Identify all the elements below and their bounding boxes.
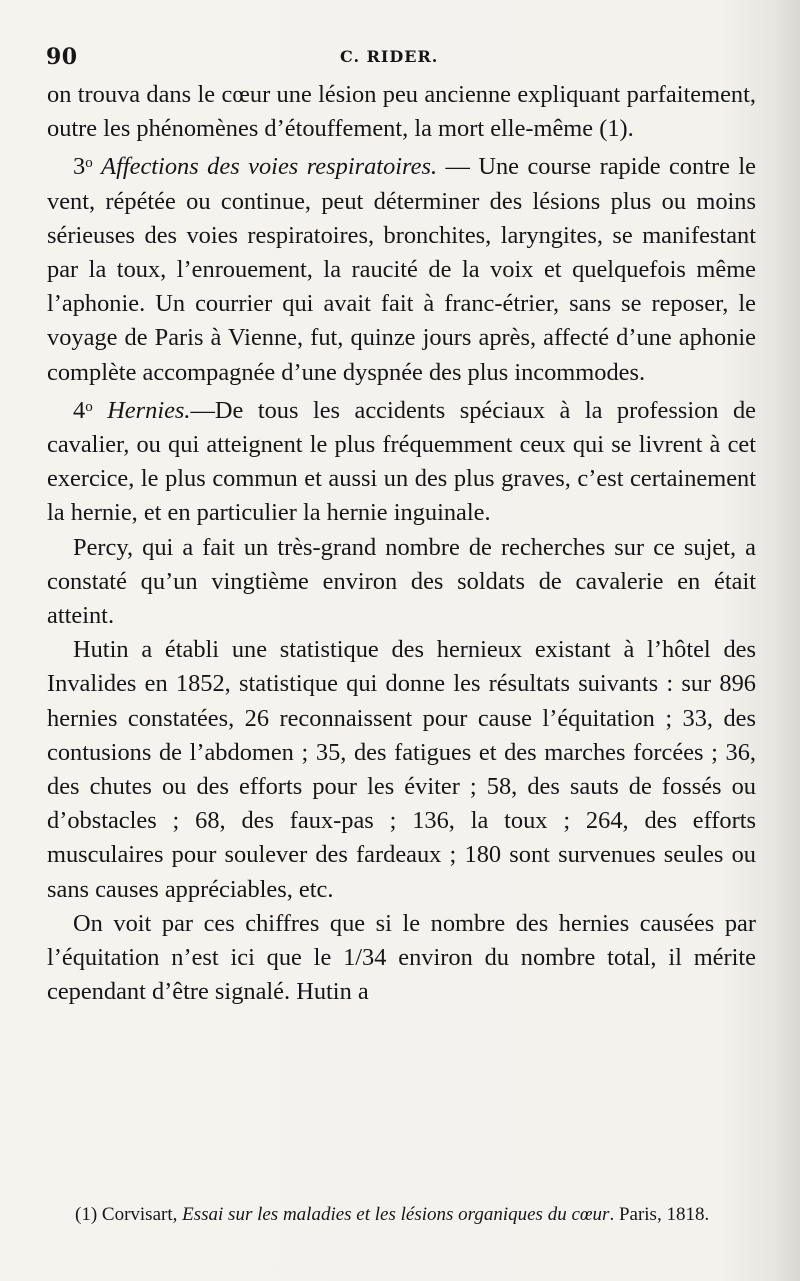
running-head: C. RIDER.	[340, 47, 439, 66]
paragraph-text: — Une course rapide contre le vent, répétée ou continue, peut déterminer des lésions plus ou moins sérieuses des voies respiratoires, bronchites, laryngites, se manifestant par la toux, l’enrouement, la raucité de la voix et quelquefois même l’aphonie. Un courrier qui avait fait à franc-étrier, sans se reposer, le voyage de Paris à Vienne, fut, quinze jours après, affecté d’une aphonie complète accompagnée d’une dyspnée des plus incommodes.	[47, 153, 756, 386]
footnote-marker: (1) Corvisart,	[75, 1204, 183, 1225]
footnote-text	[47, 1202, 765, 1228]
page-header	[46, 44, 766, 74]
paragraph-text: —De tous les accidents spéciaux à la profession de cavalier, ou qui atteignent le plus fréquemment ceux qui se livrent à cet exercice, le plus commun et aussi un des plus graves, c’est certainement la hernie, et en particulier la hernie inguinale.	[47, 396, 756, 527]
section-number: 3	[73, 153, 86, 181]
page-number: 90	[46, 44, 78, 70]
paragraph-1: on trouva dans le cœur une lésion peu ancienne expliquant parfaitement, outre les phénomènes d’étouffement, la mort elle-même (1).	[47, 81, 756, 143]
section-number: 4	[73, 396, 86, 424]
section-heading: Hernies.	[107, 396, 191, 424]
paragraph-2	[47, 146, 756, 389]
paragraph-3	[47, 390, 756, 531]
footnote-rest: . Paris, 1818.	[609, 1204, 710, 1225]
footnote	[47, 1202, 765, 1228]
body-text	[47, 78, 756, 1009]
paragraph-5: Hutin a établi une statistique des hernieux existant à l’hôtel des Invalides en 1852, statistique qui donne les résultats suivants : sur 896 hernies constatées, 26 reconnaissent pour cause l’équitation ; 33, des contusions de l’abdomen ; 35, des fatigues et des marches forcées ; 36, des chutes ou des efforts pour les éviter ; 58, des sauts de fossés ou d’obstacles ; 68, des faux-pas ; 136, la toux ; 264, des efforts musculaires pour soulever des fardeaux ; 180 sont survenues seules ou sans causes appréciables, etc.	[47, 636, 756, 903]
ordinal-mark: o	[85, 155, 93, 172]
footnote-title: Essai sur les maladies et les lésions organiques du cœur	[182, 1204, 610, 1225]
paragraph-4: Percy, qui a fait un très-grand nombre de recherches sur ce sujet, a constaté qu’un vingtième environ des soldats de cavalerie en était atteint.	[47, 533, 756, 630]
section-heading: Affections des voies respiratoires.	[101, 153, 438, 181]
paragraph-6: On voit par ces chiffres que si le nombre des hernies causées par l’équitation n’est ici que le 1/34 environ du nombre total, il mérite cependant d’être signalé. Hutin a	[47, 909, 756, 1006]
ordinal-mark: o	[85, 398, 93, 415]
